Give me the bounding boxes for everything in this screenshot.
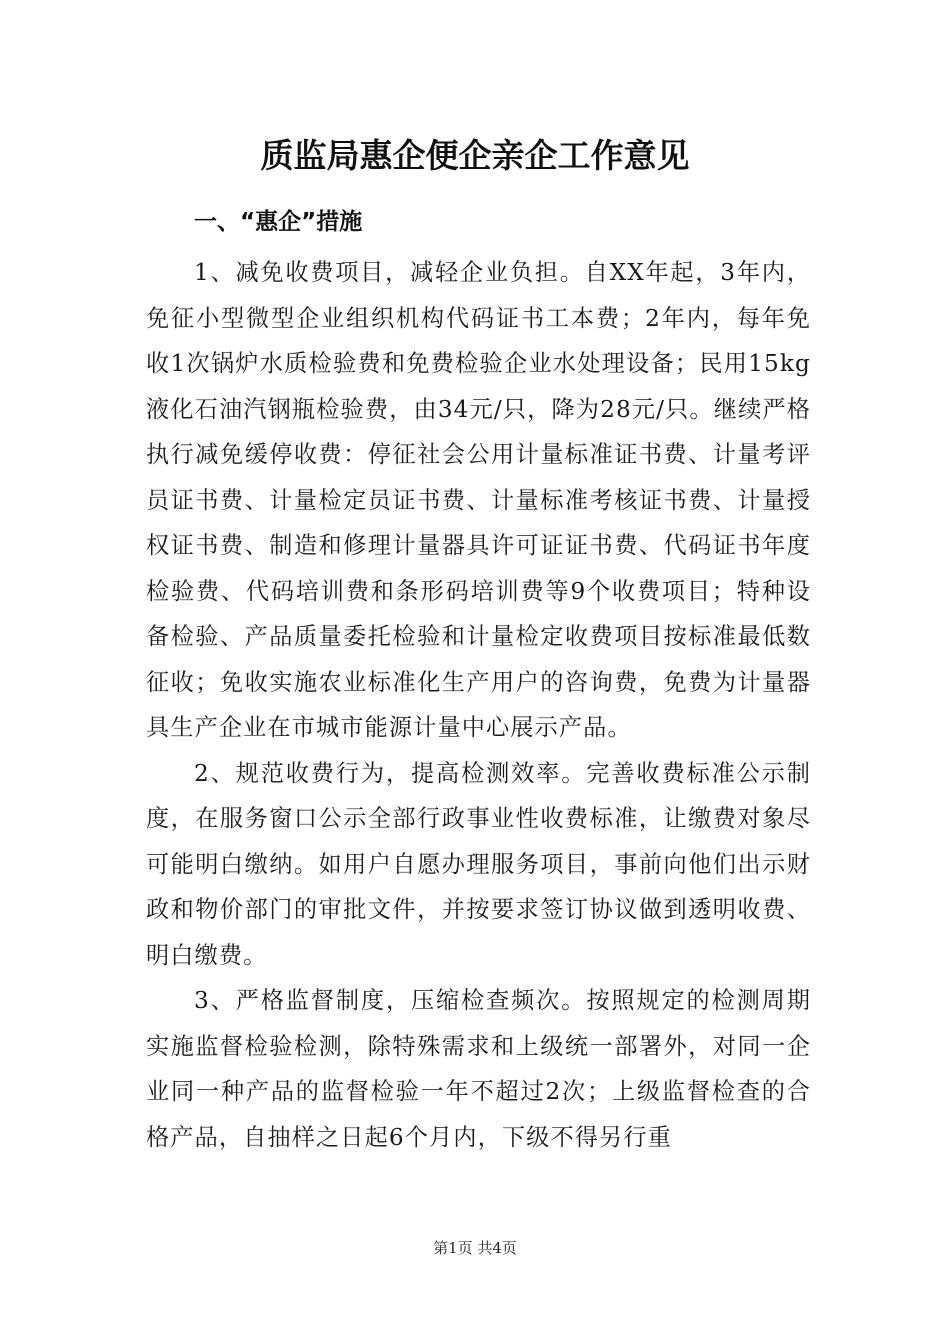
document-title: 质监局惠企便企亲企工作意见 bbox=[260, 136, 690, 175]
paragraph: 3、严格监督制度，压缩检查频次。按照规定的检测周期实施监督检验检测，除特殊需求和上级统一部署外，对同一企业同一种产品的监督检验一年不超过2次；上级监督检查的合格产品，自抽样之日起6个月内，下级不得另行重 bbox=[146, 987, 811, 1151]
page-footer: 第1页 共4页 bbox=[433, 1239, 517, 1257]
paragraph: 1、减免收费项目，减轻企业负担。自XX年起，3年内，免征小型微型企业组织机构代码证书工本费；2年内，每年免收1次锅炉水质检验费和免费检验企业水处理设备；民用15kg液化石油汽钢瓶检验费，由34元/只，降为28元/只。继续严格执行减免缓停收费：停征社会公用计量标准证书费、计量考评员证书费、计量检定员证书费、计量标准考核证书费、计量授权证书费、制造和修理计量器具许可证证书费、代码证书年度检验费、代码培训费和条形码培训费等9个收费项目；特种设备检验、产品质量委托检验和计量检定收费项目按标准最低数征收；免收实施农业标准化生产用户的咨询费，免费为计量器具生产企业在市城市能源计量中心展示产品。 bbox=[146, 259, 811, 741]
paragraph: 2、规范收费行为，提高检测效率。完善收费标准公示制度，在服务窗口公示全部行政事业性收费标准，让缴费对象尽可能明白缴纳。如用户自愿办理服务项目，事前向他们出示财政和物价部门的审批文件，并按要求签订协议做到透明收费、明白缴费。 bbox=[146, 759, 811, 969]
document-body bbox=[146, 250, 811, 1160]
section-heading: 一、“惠企”措施 bbox=[194, 209, 363, 235]
